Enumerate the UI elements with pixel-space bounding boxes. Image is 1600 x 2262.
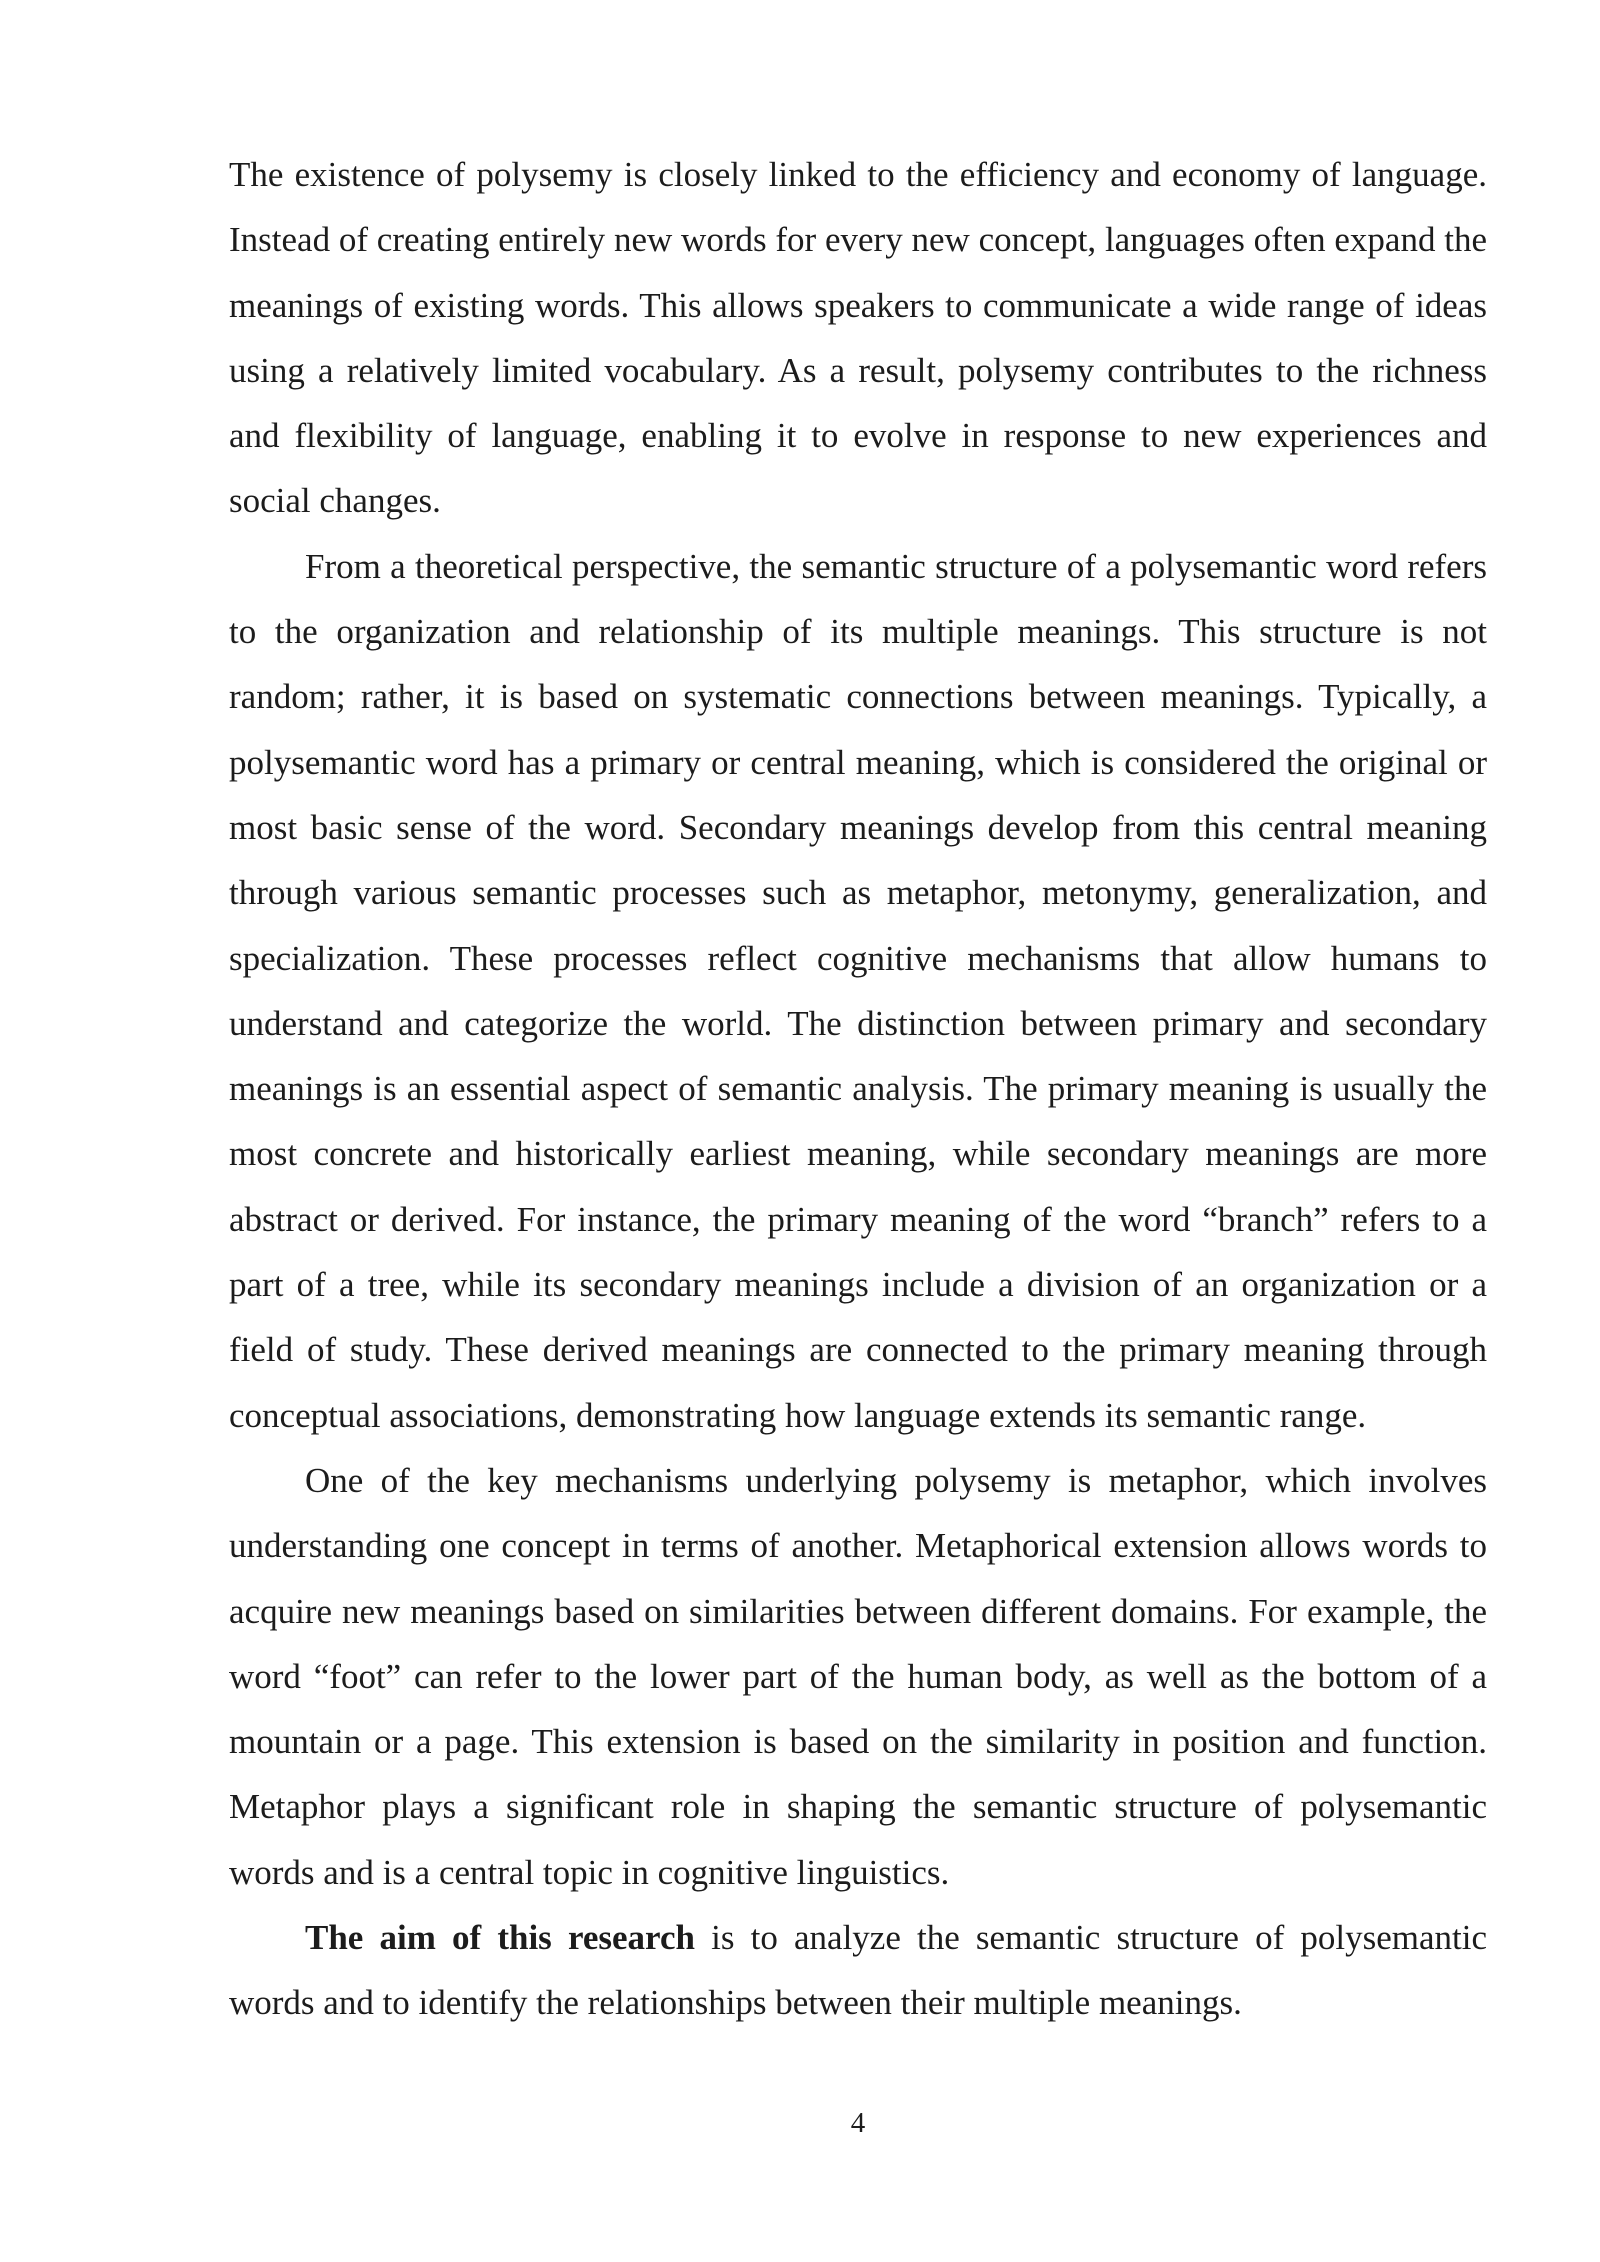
paragraph-research-aim — [229, 1905, 1487, 2036]
research-aim-text: is to analyze the semantic structure of polysemantic words and to identify the relationships between their multiple meanings. — [229, 1918, 1488, 2023]
paragraph-economy-of-language: The existence of polysemy is closely linked to the efficiency and economy of language. Instead of creating entirely new words for every new concept, languages often expand the meanings of existing words. This allows speakers to communicate a wide range of ideas using a relatively limited vocabulary. As a result, polysemy contributes to the richness and flexibility of language, enabling it to evolve in response to new experiences and social changes. — [229, 155, 1487, 521]
page-number: 4 — [850, 2107, 866, 2139]
body-text — [229, 142, 1487, 2036]
research-aim-heading: The aim of this research — [305, 1918, 695, 1958]
paragraph-semantic-structure: From a theoretical perspective, the semantic structure of a polysemantic word refers to the organization and relationship of its multiple meanings. This structure is not random; rather, it is based on systematic connections between meanings. Typically, a polysemantic word has a primary or central meaning, which is considered the original or most basic sense of the word. Secondary meanings develop from this central meaning through various semantic processes such as metaphor, metonymy, generalization, and specialization. These processes reflect cognitive mechanisms that allow humans to understand and categorize the world. The distinction between primary and secondary meanings is an essential aspect of semantic analysis. The primary meaning is usually the most concrete and historically earliest meaning, while secondary meanings are more abstract or derived. For instance, the primary meaning of the word “branch” refers to a part of a tree, while its secondary meanings include a division of an organization or a field of study. These derived meanings are connected to the primary meaning through conceptual associations, demonstrating how language extends its semantic range. — [229, 546, 1487, 1435]
paragraph-metaphor: One of the key mechanisms underlying polysemy is metaphor, which involves understanding one concept in terms of another. Metaphorical extension allows words to acquire new meanings based on similarities between different domains. For example, the word “foot” can refer to the lower part of the human body, as well as the bottom of a mountain or a page. This extension is based on the similarity in position and function. Metaphor plays a significant role in shaping the semantic structure of polysemantic words and is a central topic in cognitive linguistics. — [229, 1460, 1487, 1892]
